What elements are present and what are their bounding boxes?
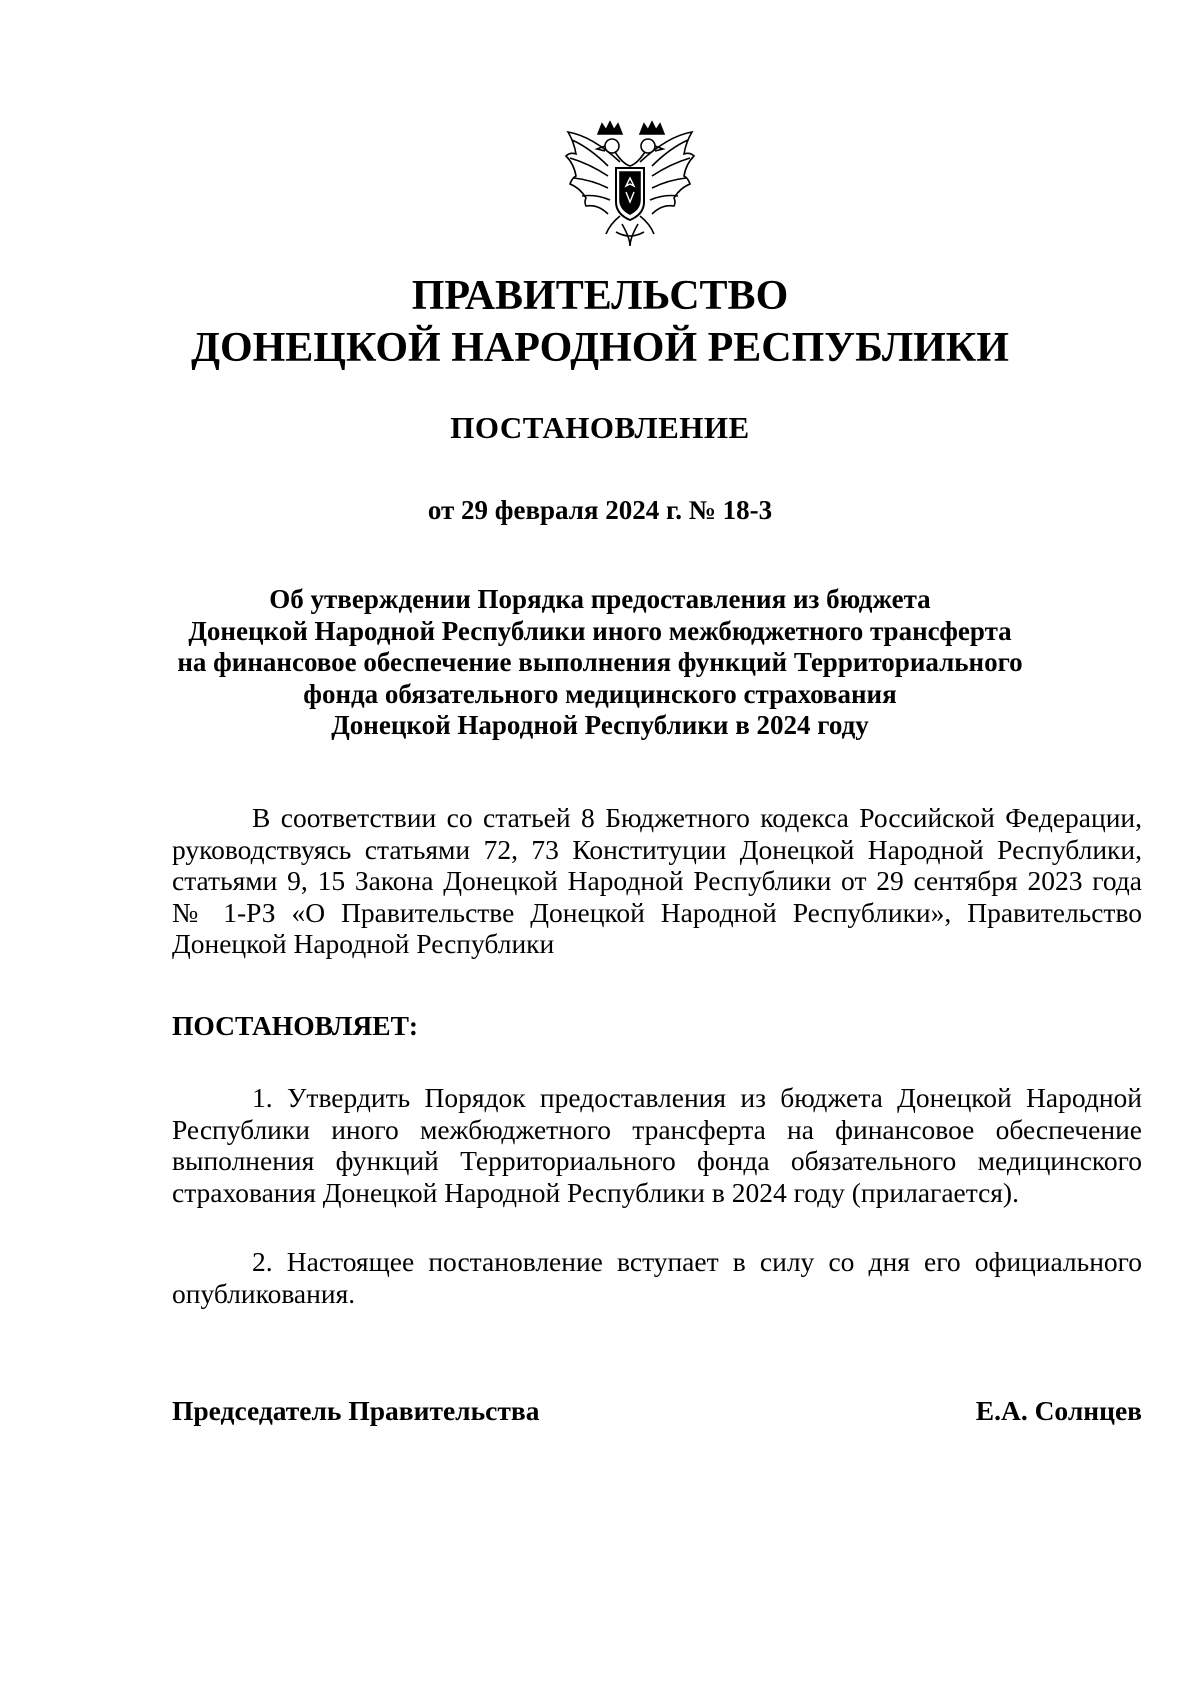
item-1-line: 1. Утвердить Порядок предоставления из бюджета Донецкой Народной [252,1082,1142,1113]
subject-line: фонда обязательного медицинского страхования [303,678,897,709]
preamble-line: Донецкой Народной Республики [172,928,555,959]
organization-name [0,270,1200,374]
item-1-line: страхования Донецкой Народной Республики в 2024 году (прилагается). [172,1176,1019,1208]
organization-line-1: ПРАВИТЕЛЬСТВО [411,273,789,319]
subject-line: на финансовое обеспечение выполнения функций Территориального [177,647,1023,677]
item-1-paragraph [172,1082,1142,1208]
signatory-name: Е.А. Солнцев [975,1395,1142,1426]
item-2-paragraph [172,1246,1142,1309]
preamble-line: статьями 9, 15 Закона Донецкой Народной Республики от 29 сентября 2023 года [172,865,1142,896]
preamble-paragraph [172,802,1142,960]
decree-word: ПОСТАНОВЛЯЕТ: [172,1010,419,1041]
item-2-line: 2. Настоящее постановление вступает в силу со дня его официального [252,1246,1142,1277]
signatory-position: Председатель Правительства [172,1395,540,1426]
subject-line: Донецкой Народной Республики в 2024 году [331,710,869,740]
preamble-line: № 1-РЗ «О Правительстве Донецкой Народной Республики», Правительство [172,896,1142,928]
item-1-line: Республики иного межбюджетного трансферта на финансовое обеспечение [172,1113,1142,1145]
document-date-number: от 29 февраля 2024 г. № 18-3 [427,495,773,525]
subject-line: Донецкой Народной Республики иного межбюджетного трансферта [188,615,1012,646]
document-subject [0,584,1200,742]
document-type: ПОСТАНОВЛЕНИЕ [450,410,750,445]
preamble-line: В соответствии со статьей 8 Бюджетного кодекса Российской Федерации, [252,802,1142,833]
subject-line: Об утверждении Порядка предоставления из бюджета [269,584,931,614]
dpr-coat-of-arms-icon [560,112,700,252]
item-1-line: выполнения функций Территориального фонда обязательного медицинского [172,1145,1142,1176]
organization-line-2: ДОНЕЦКОЙ НАРОДНОЙ РЕСПУБЛИКИ [191,325,1009,371]
item-2-line: опубликования. [172,1277,356,1309]
preamble-line: руководствуясь статьями 72, 73 Конституции Донецкой Народной Республики, [172,833,1142,865]
